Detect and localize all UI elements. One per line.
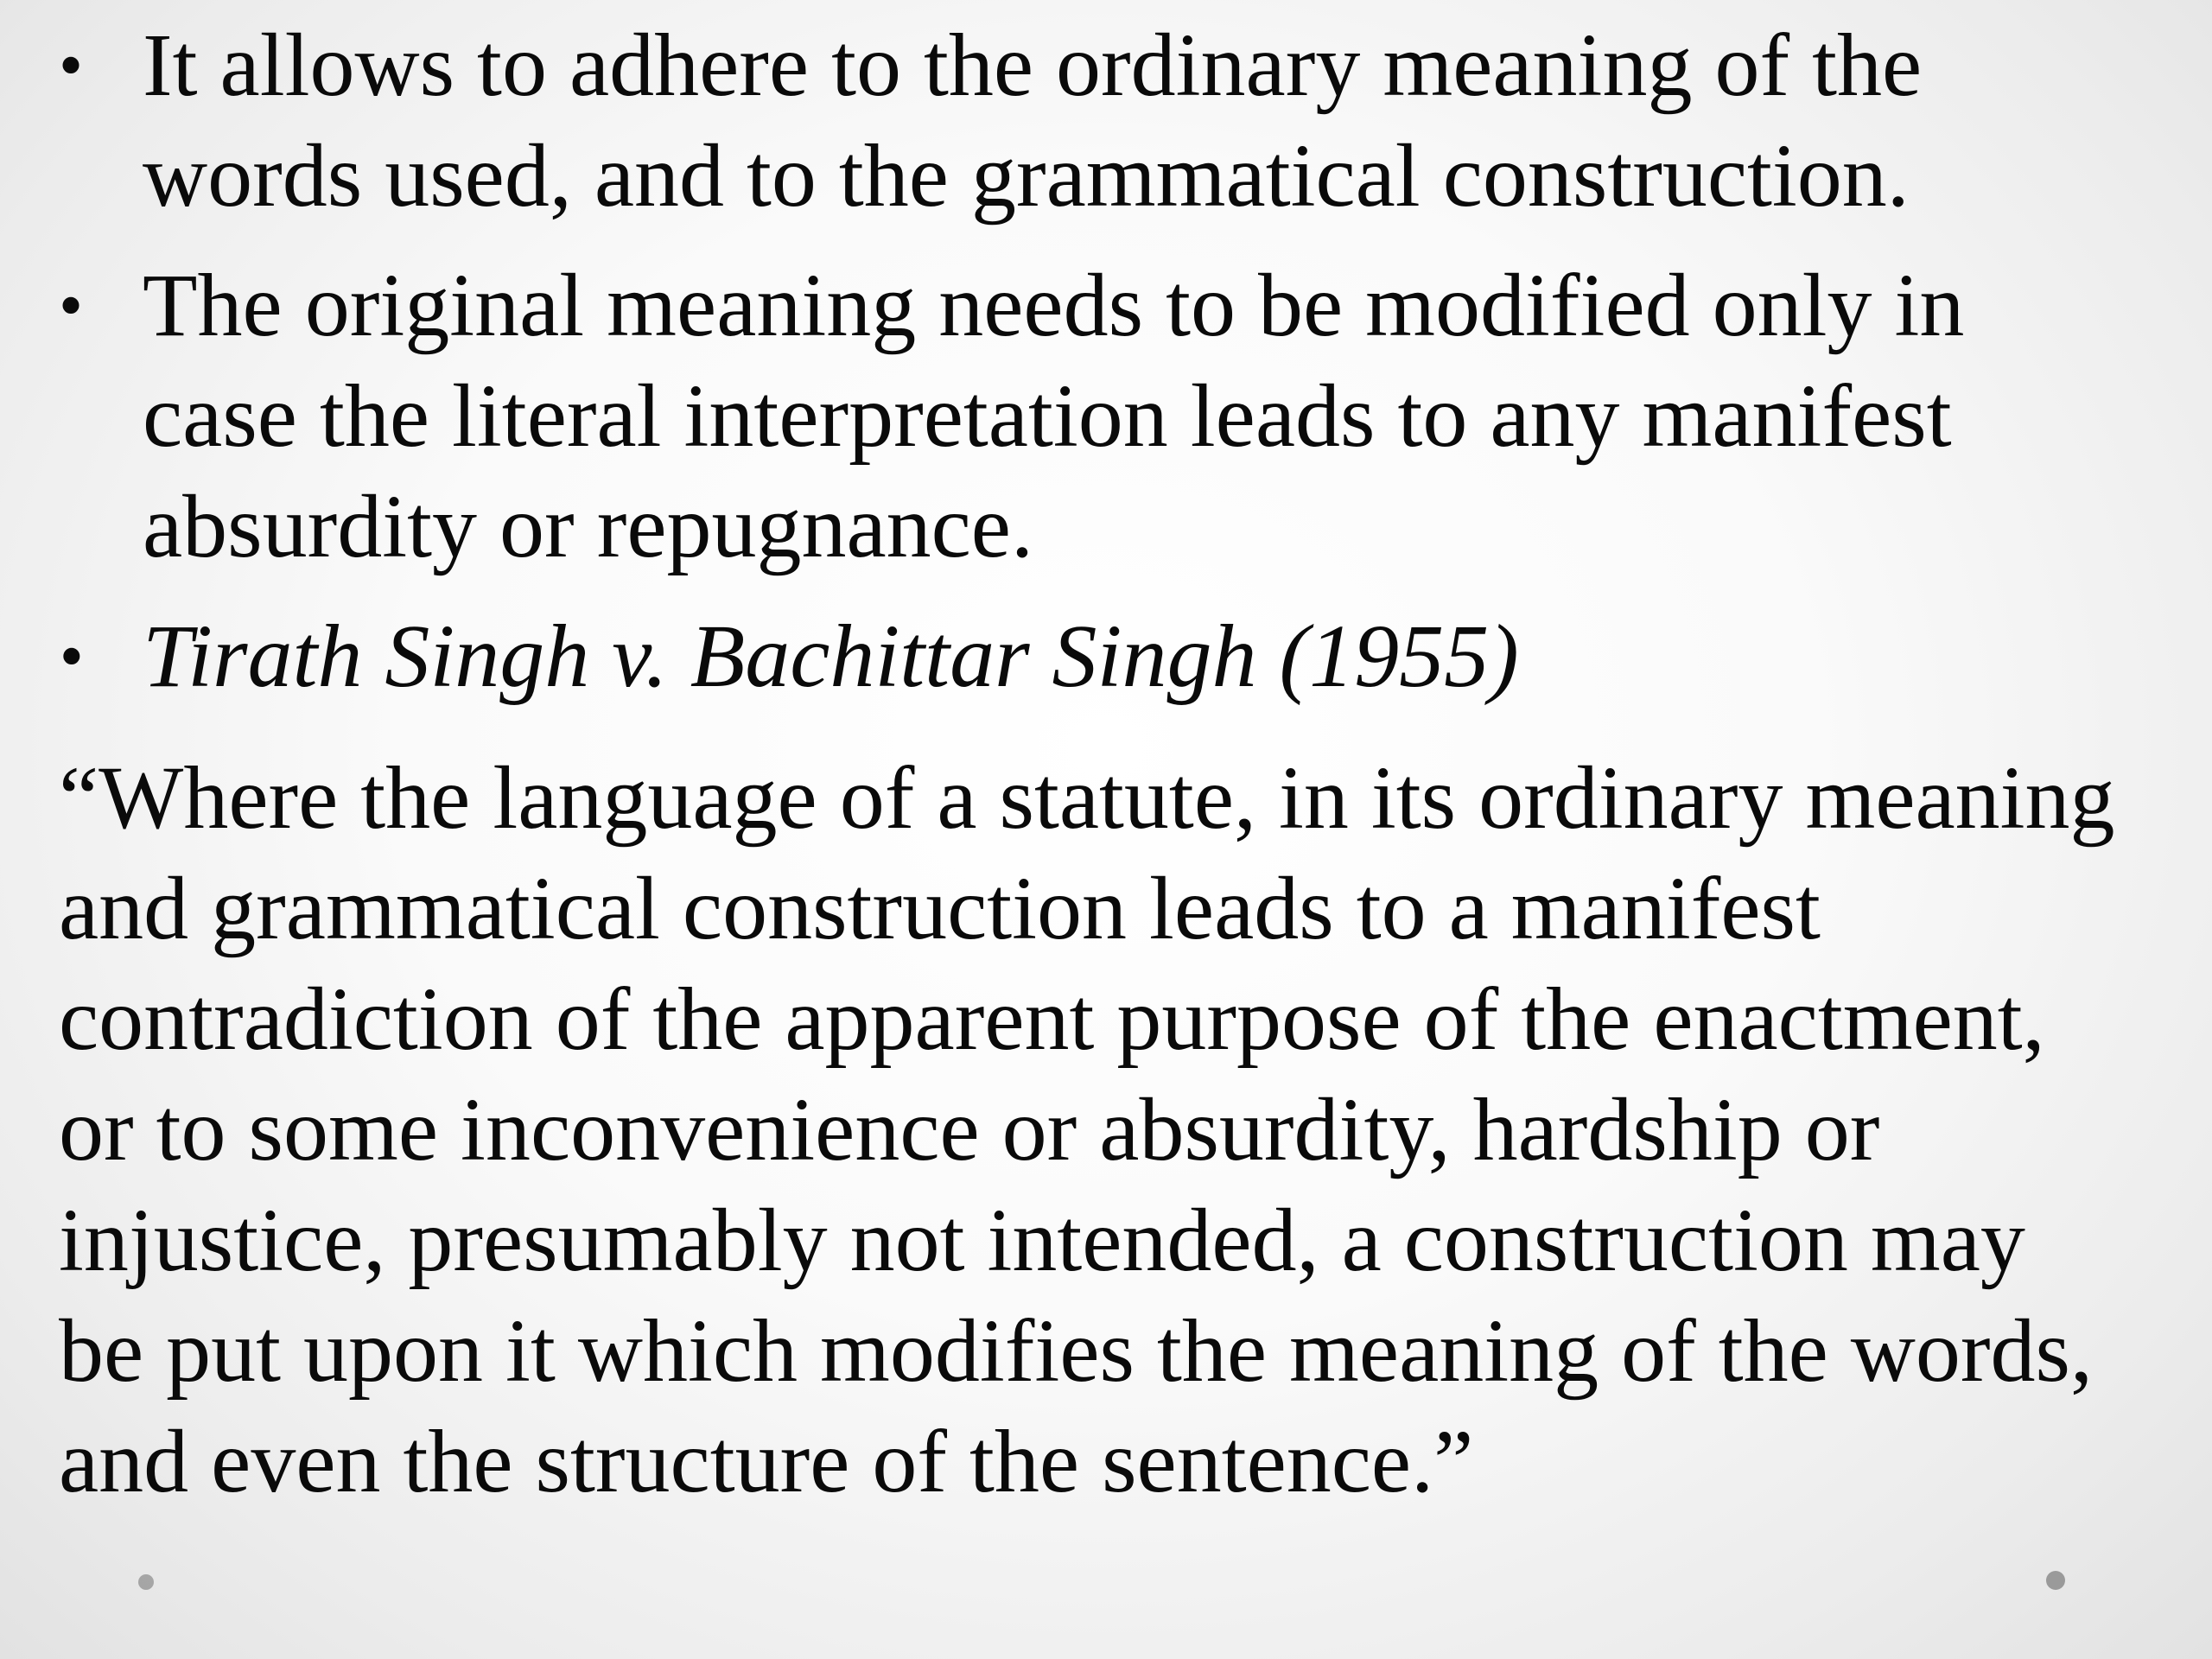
- bullet-text: The original meaning needs to be modified only in case the literal interpretation leads to any manifest absurdity or repugnance.: [143, 256, 1965, 576]
- bullet-item-modification: [0, 251, 2074, 582]
- bullet-list: [0, 10, 2074, 731]
- case-quote: “Where the language of a statute, in its ordinary meaning and grammatical construction leads to a manifest contradiction of the apparent purpose of the enactment, or to some inconvenience or absurdity, hardship or injustice, presumably not intended, a construction may be put upon it which modifies the meaning of the words, and even the structure of the sentence.”: [59, 748, 2115, 1511]
- bullet-marker: •: [59, 268, 84, 344]
- bullet-marker: •: [59, 619, 84, 695]
- case-citation: Tirath Singh v. Bachittar Singh (1955): [143, 607, 1519, 706]
- bullet-text: It allows to adhere to the ordinary meaning of the words used, and to the grammatical construction.: [143, 16, 1923, 226]
- bullet-item-case-citation: [0, 601, 2074, 712]
- navigation-dot-icon[interactable]: [138, 1574, 154, 1590]
- navigation-dot-icon[interactable]: [2046, 1571, 2065, 1590]
- bullet-item-literal-rule: [0, 10, 2074, 232]
- bullet-marker: •: [59, 28, 84, 104]
